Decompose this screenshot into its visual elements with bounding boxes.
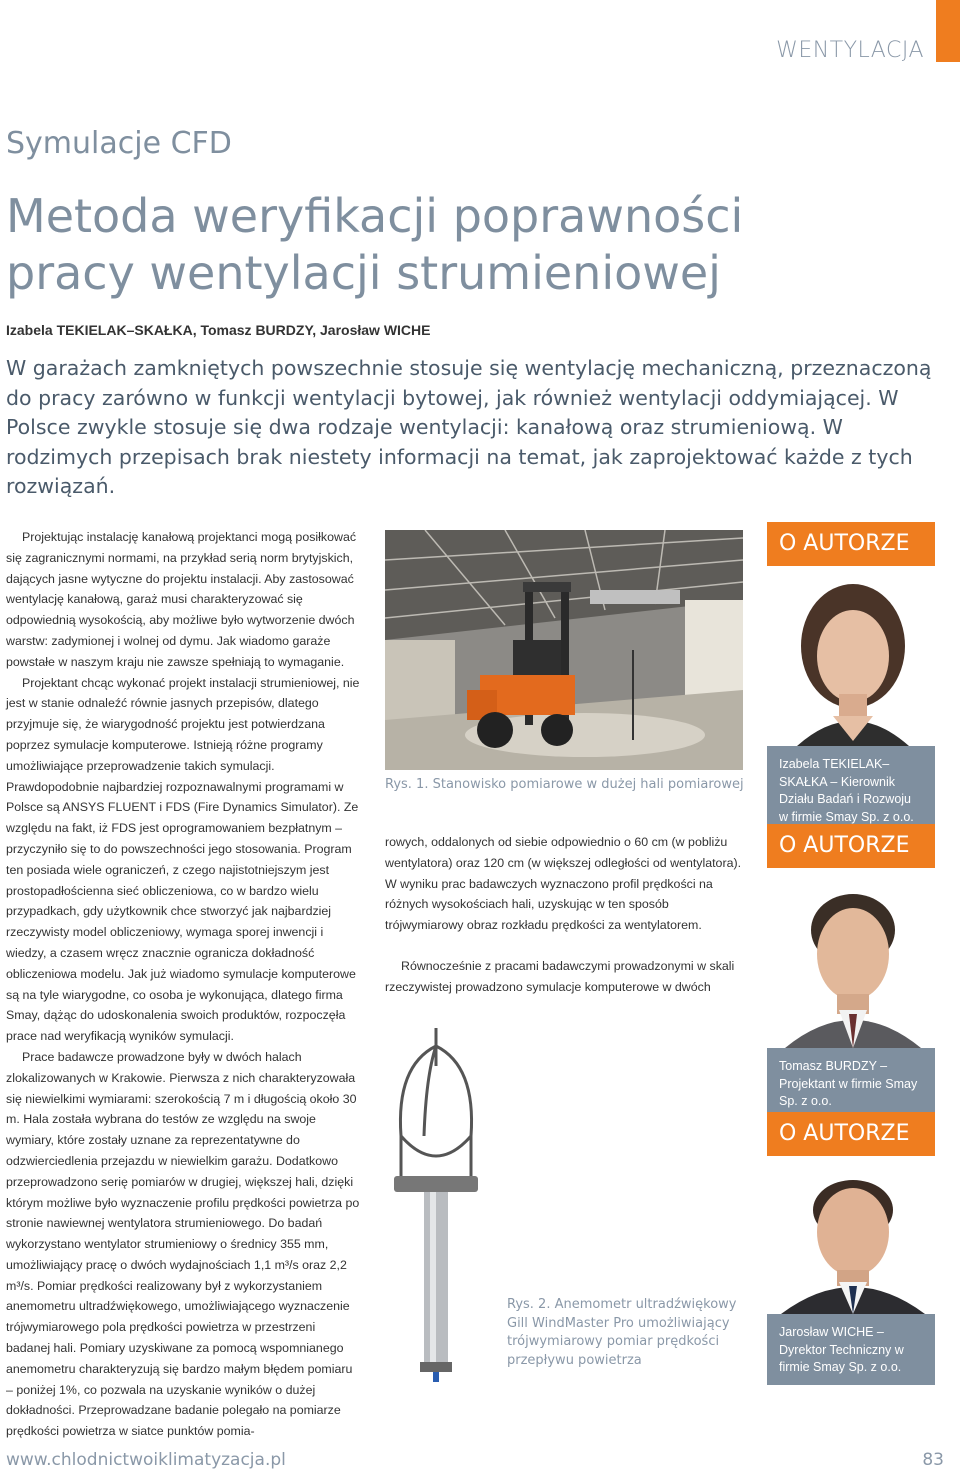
article-title: Metoda weryfikacji poprawności pracy wentylacji strumieniowej <box>6 189 744 300</box>
body-column-2-continued <box>385 956 745 998</box>
body-column-1 <box>6 527 362 1442</box>
figure-2-caption: Rys. 2. Anemometr ultradźwiękowy Gill WindMaster Pro umożliwiający trójwymiarowy pomiar prędkości przepływu powietrza <box>507 1297 737 1368</box>
article-kicker: Symulacje CFD <box>6 126 232 161</box>
article-authors: Izabela TEKIELAK–SKAŁKA, Tomasz BURDZY, Jarosław WICHE <box>6 322 431 338</box>
body-paragraph: Równocześnie z pracami badawczymi prowadzonymi w skali rzeczywistej prowadzono symulacje komputerowe w dwóch <box>385 959 735 994</box>
about-author-heading: O AUTORZE <box>767 1112 935 1156</box>
figure-1-caption: Rys. 1. Stanowisko pomiarowe w dużej hali pomiarowej <box>385 777 744 792</box>
section-color-tab <box>936 0 960 62</box>
figure-1-photo <box>385 530 743 770</box>
section-label: WENTYLACJA <box>776 38 924 63</box>
about-author-box-3 <box>767 1112 935 1385</box>
about-author-box-1 <box>767 522 935 834</box>
article-lead: W garażach zamkniętych powszechnie stosuje się wentylację mechaniczną, przeznaczoną do pracy zarówno w funkcji wentylacji bytowej, jak również wentylacji oddymiającej. W Polsce zwykle stosuje się dwa rodzaje wentylacji: kanałową oraz strumieniową. W rodzimych przepisach brak niestety informacji na temat, jak zaprojektować każde z tych rozwiązań. <box>6 356 932 498</box>
about-author-heading: O AUTORZE <box>767 824 935 868</box>
body-paragraph: Prace badawcze prowadzone były w dwóch halach zlokalizowanych w Krakowie. Pierwsza z nich charakteryzowała się niewielkimi wymiarami: szerokością 7 m i długością około 30 m. Hala została wybrana do testów ze względu na swoje wymiary, które zostały uznane za reprezentatywne do odzwierciedlenia przejazdu w niewielkim garażu. Dodatkowo przeprowadzono serię pomiarów w drugiej, większej hali, dzięki którym możliwe było wyznaczenie profilu prędkości powietrza po stronie nawiewnej wentylatora strumieniowego. Do badań wykorzystano wentylator strumieniowy o średnicy 355 mm, umożliwiający pracę o dwóch wydajnościach 1,1 m³/s oraz 2,2 m³/s. Pomiar prędkości realizowany był z wykorzystaniem anemometru ultradźwiękowego, umożliwiającego wyznaczenie trójwymiarowego pola prędkości powietrza w przestrzeni badanej hali. Pomiary uzyskiwane za pomocą wspomnianego anemometru charakteryzują się bardzo małym błędem pomiaru – poniżej 1%, co pozwala na uzyskanie wyników o dużej dokładności. Przeprowadzane badanie polegało na pomiarze prędkości powietrza w siatce punktów pomia- <box>6 1049 360 1439</box>
body-column-2 <box>385 832 745 936</box>
author-portrait <box>767 1156 935 1314</box>
figure-2-photo <box>386 1026 486 1390</box>
about-author-heading: O AUTORZE <box>767 522 935 566</box>
author-portrait <box>767 566 935 746</box>
author-portrait-image <box>767 868 935 1048</box>
author-portrait-image <box>767 1156 935 1314</box>
footer-url[interactable]: www.chlodnictwoiklimatyzacja.pl <box>6 1450 286 1470</box>
author-portrait-image <box>767 566 935 746</box>
page-number: 83 <box>922 1450 944 1470</box>
about-author-box-2 <box>767 824 935 1119</box>
author-bio: Jarosław WICHE – Dyrektor Techniczny w firmie Smay Sp. z o.o. <box>767 1314 935 1385</box>
body-paragraph: Projektant chcąc wykonać projekt instalacji strumieniowej, nie jest w stanie odnaleźć równie jasnych przepisów, dlatego przyjmuje się, że wiarygodność projektu jest potwierdzana poprzez symulacje komputerowe. Istnieją różne programy umożliwiające przeprowadzenie takich symulacji. Prawdopodobnie najbardziej rozpoznawalnymi programami w Polsce są ANSYS FLUENT i FDS (Fire Dynamics Simulator). Ze względu na fakt, iż FDS jest oprogramowaniem bezpłatnym – przyczyniło się to do powszechności jego stosowania. Program ten posiada wiele ograniczeń, z czego najistotniejszym jest prostopadłościenna sieć obliczeniowa, co w bardzo wielu przypadkach, gdy użytkownik chce stworzyć jak najbardziej rzeczywisty model obliczeniowy, wymaga sporej inwencji i wiedzy, a czasem wręcz znacznie ogranicza dokładność obliczeniowa modelu. Jak już wiadomo symulacje komputerowe są na tyle wiarygodne, co osoba je wykonująca, dlatego firma Smay, dążąc do udoskonalenia swoich produktów, rozpoczęła prace nad weryfikacją wyników symulacji. <box>6 675 360 1044</box>
body-paragraph: Projektując instalację kanałową projektanci mogą posiłkować się zagranicznymi normami, na przykład serią norm brytyjskich, dających jasne wytyczne do projektu instalacji. Aby zastosować wentylację kanałową, garaż musi charakteryzować się odpowiednią wysokością, aby możliwe było wytworzenie dwóch warstw: zadymionej i wolnej od dymu. Jak wiadomo garaże powstałe w naszym kraju nie zawsze spełniają to wymaganie. <box>6 530 357 669</box>
forklift-hall-image <box>385 530 743 770</box>
author-bio: Tomasz BURDZY – Projektant w firmie Smay Sp. z o.o. <box>767 1048 935 1119</box>
anemometer-image <box>386 1026 486 1390</box>
author-portrait <box>767 868 935 1048</box>
body-paragraph: rowych, oddalonych od siebie odpowiednio o 60 cm (w pobliżu wentylatora) oraz 120 cm (w większej odległości od wentylatora). W wyniku prac badawczych wyznaczono profil prędkości na różnych wysokościach hali, uzyskując w ten sposób trójwymiarowy obraz rozkładu prędkości za wentylatorem. <box>385 835 742 933</box>
author-bio: Izabela TEKIELAK– SKAŁKA – Kierownik Działu Badań i Rozwoju w firmie Smay Sp. z o.o. <box>767 746 935 834</box>
